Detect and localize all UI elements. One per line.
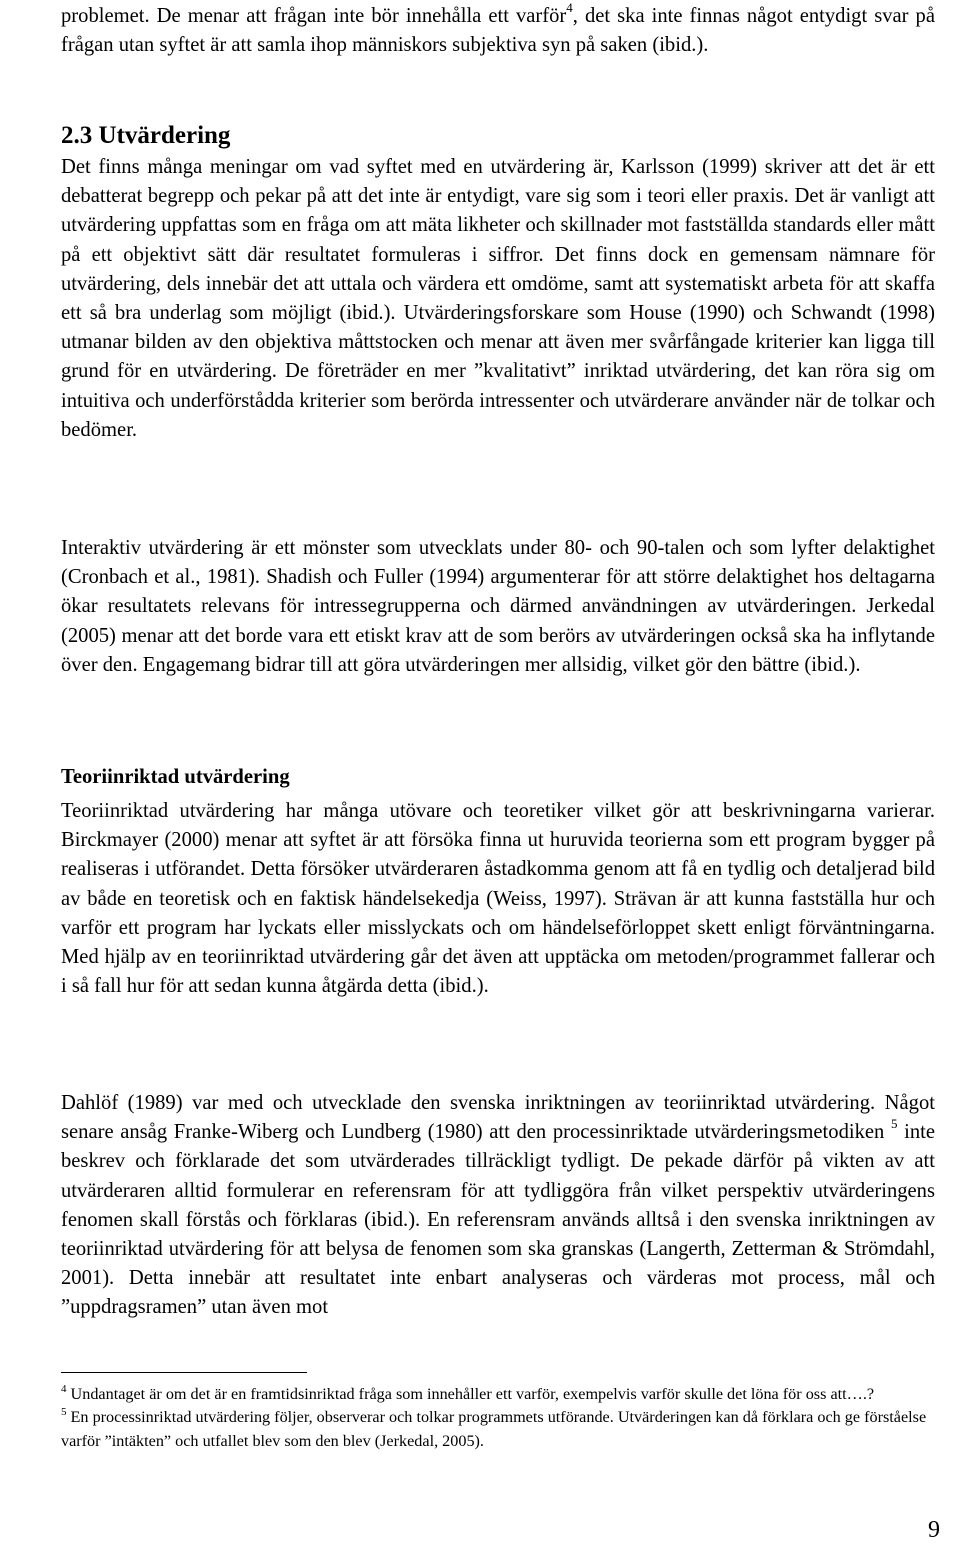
paragraph-1: [61, 2, 935, 60]
section-heading: 2.3 Utvärdering: [61, 122, 231, 149]
footnote-text: En processinriktad utvärdering följer, observerar och tolkar programmets utförande. Utvärderingen kan då förklara och ge förståelse varför ”intäkten” och utfallet blev som den blev (Jerkedal, 2005).: [61, 1408, 927, 1450]
footnote-separator: [61, 1372, 307, 1373]
paragraph-5-text-b: inte beskrev och förklarade det som utvärderades tillräckligt tydligt. De pekade därför på vikten av att utvärderaren alltid formulerar en referensram för att tydliggöra från vilket perspektiv utvärderingens fenomen skall förstås och förklaras (ibid.). En referensram används alltså i den svenska inriktningen av teoriinriktad utvärdering för att belysa de fenomen som ska granskas (Langerth, Zetterman & Strömdahl, 2001). Detta innebär att resultatet inte enbart analyseras och värderas mot process, mål och ”uppdragsramen” utan även mot: [61, 1121, 936, 1319]
footnote-5: [61, 1406, 946, 1453]
paragraph-1-text-a: problemet. De menar att frågan inte bör innehålla ett varför: [61, 5, 567, 27]
paragraph-2: Det finns många meningar om vad syftet med en utvärdering är, Karlsson (1999) skriver att det är ett debatterat begrepp och pekar på att det inte är entydigt, vare sig som i teori eller praxis. Det är vanligt att utvärdering uppfattas som en fråga om att mäta likheter och skillnader mot fastställda standards eller mått på ett objektivt sätt där resultatet formuleras i siffror. Det finns dock en gemensam nämnare för utvärdering, dels innebär det att uttala och värdera ett omdöme, samt att systematiskt arbeta för att skaffa ett så bra underlag som möjligt (ibid.). Utvärderingsforskare som House (1990) och Schwandt (1998) utmanar bilden av den objektiva måttstocken och menar att även mer svårfångade kriterier kan ligga till grund för en utvärdering. De företräder en mer ”kvalitativt” inriktad utvärdering, det kan röra sig om intuitiva och underförstådda kriterier som berörda intressenter och utvärderare använder när de tolkar och bedömer.: [61, 156, 935, 441]
footnote-ref-5: 5: [890, 1116, 898, 1132]
footnote-text: Undantaget är om det är en framtidsinriktad fråga som innehåller ett varför, exempelvis varför skulle det löna för oss att….?: [66, 1385, 875, 1403]
footnote-ref-4: 4: [566, 0, 573, 16]
paragraph-5-text-a: Dahlöf (1989) var med och utvecklade den svenska inriktningen av teoriinriktad utvärdering. Något senare ansåg Franke-Wiberg och Lundberg (1980) att den processinriktade utvärderingsmetodiken: [61, 1092, 935, 1144]
paragraph-3: Interaktiv utvärdering är ett mönster som utvecklats under 80- och 90-talen och som lyfter delaktighet (Cronbach et al., 1981). Shadish och Fuller (1994) argumenterar för att större delaktighet hos deltagarna ökar resultatets relevans för intressegrupperna och därmed användningen av utvärderingen. Jerkedal (2005) menar att det borde vara ett etiskt krav att de som berörs av utvärderingen också ska ha inflytande över den. Engagemang bidrar till att göra utvärderingen mer allsidig, vilket gör den bättre (ibid.).: [61, 537, 935, 676]
paragraph-4: Teoriinriktad utvärdering har många utövare och teoretiker vilket gör att beskrivningarna varierar. Birckmayer (2000) menar att syftet är att försöka finna ut huruvida teorierna som ett program bygger på realiseras i utförandet. Detta försöker utvärderaren åstadkomma genom att få en tydlig och detaljerad bild av både en teoretisk och en faktisk händelsekedja (Weiss, 1997). Strävan är att kunna fastställa hur och varför ett program har lyckats eller misslyckats och om händelseförloppet skett enligt förväntningarna. Med hjälp av en teoriinriktad utvärdering går det även att upptäcka om metoden/programmet fallerar och i så fall hur för att sedan kunna åtgärda detta (ibid.).: [61, 800, 935, 998]
paragraph-1-text-b: , det ska inte finnas något entydigt svar på frågan utan syftet är att samla ihop människors subjektiva syn på saken (ibid.).: [61, 5, 935, 57]
subsection-heading: Teoriinriktad utvärdering: [61, 766, 290, 788]
footnote-number: 5: [61, 1406, 67, 1419]
paragraph-5: [61, 1089, 935, 1323]
footnote-number: 4: [61, 1382, 67, 1395]
footnote-4: [61, 1383, 946, 1406]
footnotes: [61, 1383, 946, 1453]
page-number: 9: [928, 1517, 940, 1543]
